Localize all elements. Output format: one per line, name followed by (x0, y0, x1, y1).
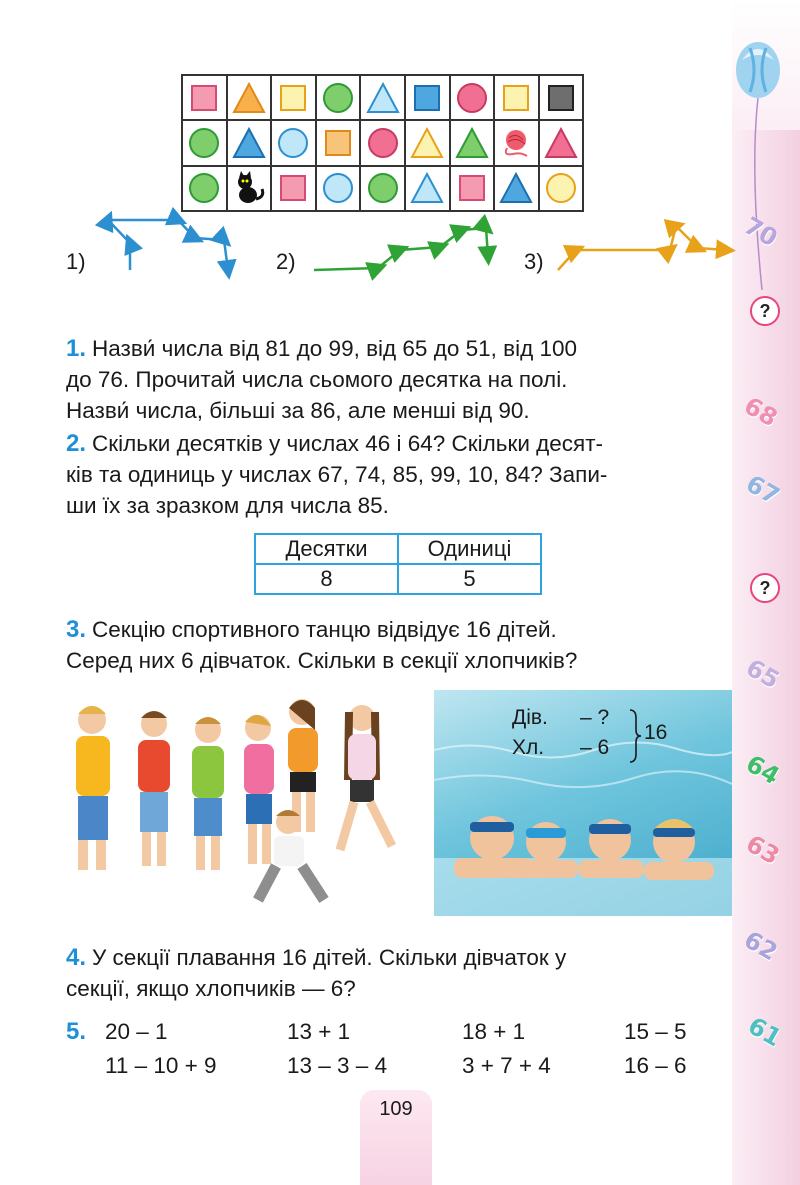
swimming-pool-photo (434, 690, 732, 916)
task-text: Секцію спортивного танцю відвідує 16 дітей. (92, 617, 557, 642)
girls-label: Дів. (512, 706, 548, 729)
grid-cell (494, 120, 539, 165)
grid-cell (182, 75, 227, 120)
grid-cell (450, 120, 495, 165)
gray-square-icon (544, 81, 578, 115)
side-number: 63 (741, 829, 785, 871)
dancing-children-photo (62, 690, 422, 920)
grid-cell (182, 120, 227, 165)
green-triangle-icon (455, 126, 489, 160)
task-text: Назви́ числа від 81 до 99, від 65 до 51, від 100 (92, 336, 577, 361)
task-line (66, 942, 732, 973)
side-number: 64 (741, 749, 785, 791)
blue-triangle-icon (232, 126, 266, 160)
light-blue-circle-icon (276, 126, 310, 160)
green-circle-icon (187, 126, 221, 160)
route-paths (0, 200, 760, 290)
task-number: 3. (66, 616, 87, 643)
grid-cell (316, 75, 361, 120)
route-label-2: 2) (276, 249, 296, 274)
expression: 16 – 6 (624, 1053, 687, 1078)
task-text: секції, якщо хлопчиків — 6? (66, 976, 356, 1001)
route-label-3: 3) (524, 249, 544, 274)
task-text: Скільки десятків у числах 46 і 64? Скільки десят- (92, 431, 604, 456)
grid-cell (271, 120, 316, 165)
blue-square-icon (410, 81, 444, 115)
pink-circle-icon (455, 81, 489, 115)
task-text: Серед них 6 дівчаток. Скільки в секції хлопчиків? (66, 648, 578, 673)
table-header: Десятки (255, 534, 398, 564)
grid-cell (227, 120, 272, 165)
child-figure (76, 706, 110, 870)
task-4 (66, 942, 732, 1004)
route-3-path (558, 226, 726, 270)
task-number: 4. (66, 944, 87, 971)
side-number: 62 (739, 925, 783, 967)
boys-label: Хл. (512, 736, 545, 759)
route-2-path (314, 228, 488, 270)
grid-cell (360, 75, 405, 120)
task-number: 2. (66, 430, 87, 457)
child-figure (340, 705, 392, 850)
expression: 13 + 1 (287, 1019, 351, 1044)
child-figure (138, 711, 170, 866)
grid-cell (539, 120, 584, 165)
green-circle-icon (321, 81, 355, 115)
grid-cell (405, 120, 450, 165)
side-number: 70 (739, 211, 783, 253)
pink-square-icon (187, 81, 221, 115)
grid-cell (360, 120, 405, 165)
expression: 13 – 3 – 4 (287, 1053, 388, 1078)
brace-icon (628, 708, 642, 764)
task-number: 1. (66, 335, 87, 362)
expression: 18 + 1 (462, 1019, 526, 1044)
table-header: Одиниці (398, 534, 541, 564)
grid-cell (227, 75, 272, 120)
task-text: до 76. Прочитай числа сьомого десятка на полі. (66, 367, 568, 392)
task-line (66, 614, 732, 645)
question-badge: ? (750, 296, 780, 326)
task-line (66, 428, 732, 459)
task-2 (66, 428, 732, 521)
yellow-triangle-icon (410, 126, 444, 160)
yellow-square-icon (499, 81, 533, 115)
side-number: 68 (739, 391, 783, 433)
task-text: ків та одиниць у числах 67, 74, 85, 99, 10, 84? Запи- (66, 462, 608, 487)
table-cell: 8 (255, 564, 398, 594)
grid-cell (405, 75, 450, 120)
task-text: Назви́ числа, більші за 86, але менші від 90. (66, 398, 530, 423)
girls-value: – ? (580, 706, 610, 729)
side-number: 61 (743, 1011, 787, 1053)
side-number: 67 (741, 469, 785, 511)
orange-triangle-icon (232, 81, 266, 115)
tens-units-table (254, 533, 542, 595)
pink-circle-icon (366, 126, 400, 160)
side-number: 65 (741, 653, 785, 695)
swimmer-figure (644, 819, 714, 880)
shape-grid (181, 74, 584, 212)
task-1 (66, 333, 732, 426)
boys-value: – 6 (580, 736, 610, 759)
yarn-ball-icon (499, 126, 533, 160)
route-1-path (108, 220, 228, 270)
pink-triangle-icon (544, 126, 578, 160)
orange-square-icon (321, 126, 355, 160)
task-number: 5. (66, 1018, 87, 1045)
task-text: ши їх за зразком для числа 85. (66, 493, 389, 518)
grid-cell (450, 75, 495, 120)
swimmer-figure (518, 822, 578, 878)
grid-cell (494, 75, 539, 120)
light-blue-triangle-icon (366, 81, 400, 115)
yellow-square-icon (276, 81, 310, 115)
task-3 (66, 614, 732, 676)
child-figure (244, 715, 274, 864)
expression: 11 – 10 + 9 (105, 1053, 217, 1078)
expression: 20 – 1 (105, 1019, 168, 1044)
child-figure (192, 717, 224, 870)
table-cell: 5 (398, 564, 541, 594)
total-value: 16 (644, 721, 668, 744)
task-line (66, 333, 732, 364)
task-text: У секції плавання 16 дітей. Скільки дівчаток у (92, 945, 567, 970)
question-badge: ? (750, 573, 780, 603)
expression: 15 – 5 (624, 1019, 687, 1044)
grid-cell (539, 75, 584, 120)
page-number: 109 (379, 1098, 413, 1120)
grid-cell (316, 120, 361, 165)
grid-cell (271, 75, 316, 120)
swimmer-figure (578, 819, 644, 878)
route-label-1: 1) (66, 249, 86, 274)
expression: 3 + 7 + 4 (462, 1053, 551, 1078)
